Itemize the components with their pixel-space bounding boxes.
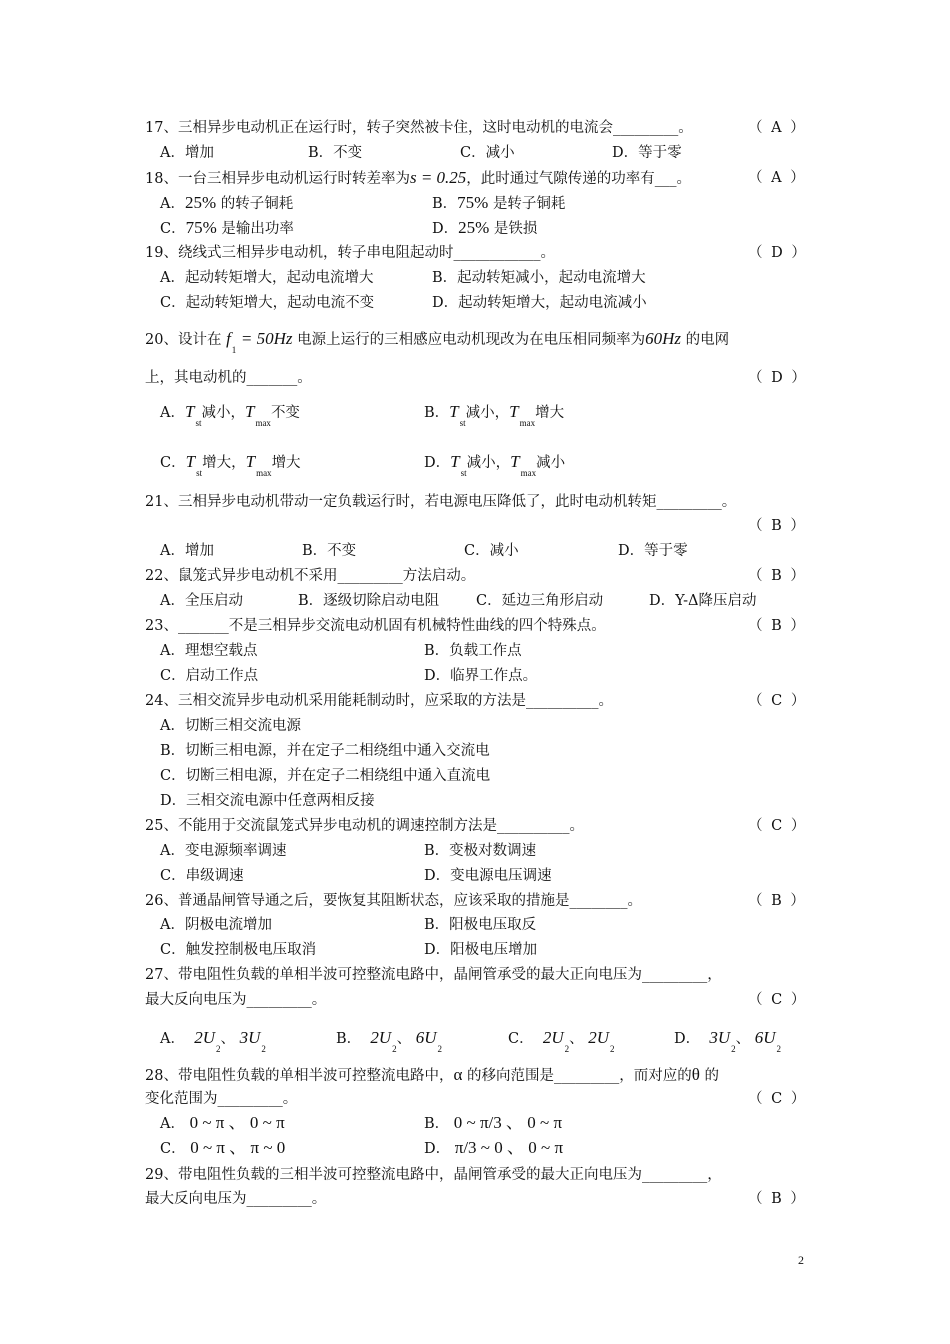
q19-option-b: B．起动转矩减小，起动电流增大	[432, 270, 646, 286]
option-letter: D．	[674, 1031, 701, 1047]
option-text: 是铁损	[493, 221, 538, 237]
option-var: T	[244, 402, 255, 421]
q28-option-d	[424, 1138, 563, 1159]
option-sub: max	[519, 418, 536, 428]
q20-option-a	[160, 402, 300, 428]
option-var: T	[185, 452, 196, 471]
option-text: 的转子铜耗	[220, 196, 294, 212]
q18-text-pre: 18、一台三相异步电动机运行时转差率为	[145, 171, 410, 187]
q24-option-b: B．切断三相电源，并在定子二相绕组中通入交流电	[160, 743, 490, 759]
option-sub: max	[520, 468, 537, 478]
q28-text-pre: 28、带电阻性负载的单相半波可控整流电路中，	[145, 1068, 454, 1084]
q28-alpha-symbol: α	[453, 1065, 463, 1084]
option-letter: D．	[424, 1141, 451, 1157]
option-sub: 2	[776, 1044, 782, 1054]
option-var: T	[184, 402, 195, 421]
option-math: 25%	[458, 218, 490, 237]
q17-option-a: A．增加	[160, 145, 214, 161]
q24-option-c: C．切断三相电源，并在定子二相绕组中通入直流电	[160, 768, 491, 784]
question-29-line2: 最大反向电压为_________。	[145, 1191, 327, 1207]
question-28-text	[145, 1065, 719, 1086]
option-math: π/3 ~ 0 、 0 ~ π	[454, 1138, 564, 1157]
question-29-answer: （ B ）	[748, 1191, 807, 1207]
q20-new-frequency: 60Hz	[645, 329, 682, 348]
q22-option-b: B．逐级切除启动电阻	[298, 593, 440, 609]
q19-option-c: C．起动转矩增大，起动电流不变	[160, 295, 375, 311]
question-27-text: 27、带电阻性负载的单相半波可控整流电路中，晶闸管承受的最大正向电压为_________，	[145, 967, 722, 983]
option-sub: 2	[261, 1044, 266, 1054]
question-20-answer: （ D ）	[748, 370, 808, 386]
q26-option-a: A．阴极电流增加	[160, 917, 272, 933]
q26-option-c: C．触发控制极电压取消	[160, 942, 317, 958]
option-text: 是转子铜耗	[492, 196, 566, 212]
q26-option-d: D．阳极电压增加	[424, 942, 538, 958]
q28-text-mid: 的移向范围是_________，而对应的	[466, 1068, 692, 1084]
option-text: 减小，	[465, 405, 510, 421]
question-29-text: 29、带电阻性负载的三相半波可控整流电路中，晶闸管承受的最大正向电压为_________，	[145, 1167, 722, 1183]
q21-option-a: A．增加	[160, 543, 214, 559]
q28-option-b	[424, 1113, 562, 1134]
q25-option-b: B．变极对数调速	[424, 843, 537, 859]
option-sub: st	[460, 468, 467, 478]
q20-option-b	[424, 402, 565, 428]
option-sub: 2	[215, 1044, 221, 1054]
option-sep: 、	[569, 1031, 584, 1047]
option-letter: A．	[160, 196, 185, 212]
option-sep: 、	[396, 1031, 412, 1047]
option-math: 75%	[185, 218, 217, 237]
option-sub: max	[256, 468, 272, 478]
question-25-answer: （ C ）	[748, 818, 808, 834]
question-22-answer: （ B ）	[748, 568, 807, 584]
question-28-line2: 变化范围为_________。	[145, 1091, 298, 1107]
option-sub: 2	[564, 1044, 570, 1054]
question-25-text: 25、不能用于交流鼠笼式异步电动机的调速控制方法是__________。	[145, 818, 584, 834]
q27-option-a	[160, 1028, 266, 1054]
q22-option-c: C．延边三角形启动	[476, 593, 604, 609]
option-sep: 、	[220, 1031, 235, 1047]
question-18-answer: （ A ）	[748, 170, 807, 186]
option-sub: max	[255, 418, 271, 428]
option-sep: 、	[735, 1031, 751, 1047]
option-math: 75%	[457, 193, 489, 212]
question-26-answer: （ B ）	[748, 893, 807, 909]
q21-option-b: B．不变	[302, 543, 357, 559]
option-letter: C．	[160, 455, 186, 471]
q23-option-b: B．负载工作点	[424, 643, 522, 659]
option-letter: C．	[508, 1031, 534, 1047]
q19-option-d: D．起动转矩增大，起动电流减小	[432, 295, 647, 311]
question-24-text: 24、三相交流异步电动机采用能耗制动时，应采取的方法是__________。	[145, 693, 613, 709]
option-sub: st	[196, 468, 203, 478]
q18-option-c	[160, 218, 294, 239]
q23-option-d: D．临界工作点。	[424, 668, 538, 684]
option-text: 减小，	[201, 405, 245, 421]
question-19-answer: （ D ）	[748, 245, 808, 261]
option-sub: 2	[610, 1044, 615, 1054]
option-math: 2U	[370, 1028, 392, 1047]
option-text: 是输出功率	[221, 221, 294, 237]
question-17-text: 17、三相异步电动机正在运行时，转子突然被卡住，这时电动机的电流会_________。	[145, 120, 693, 136]
q17-option-d: D．等于零	[612, 145, 682, 161]
q18-option-a	[160, 193, 293, 214]
q20-subscript: 1	[231, 345, 237, 355]
question-17-answer: （ A ）	[748, 120, 807, 136]
question-20-line2: 上，其电动机的_______。	[145, 370, 312, 386]
q20-option-c	[160, 452, 301, 478]
q26-option-b: B．阳极电压取反	[424, 917, 537, 933]
q28-text-post: 的	[704, 1068, 719, 1084]
option-text: 增大	[535, 405, 565, 421]
question-23-text: 23、_______不是三相异步交流电动机固有机械特性曲线的四个特殊点。	[145, 618, 606, 634]
question-27-answer: （ C ）	[748, 992, 808, 1008]
q27-option-c	[508, 1028, 615, 1054]
option-letter: C．	[160, 221, 186, 237]
question-18-text	[145, 168, 691, 189]
option-letter: A．	[160, 1031, 185, 1047]
option-sub: 2	[731, 1044, 736, 1054]
option-letter: A．	[160, 1116, 185, 1132]
option-letter: B．	[336, 1031, 362, 1047]
option-var: T	[245, 452, 256, 471]
option-sub: 2	[392, 1044, 397, 1054]
page-number: 2	[798, 1253, 804, 1267]
q27-option-d	[674, 1028, 782, 1054]
option-sub: st	[459, 418, 466, 428]
q18-text-post: ，此时通过气隙传递的功率有___。	[466, 171, 692, 187]
option-math: 0 ~ π 、 0 ~ π	[189, 1113, 285, 1132]
q25-option-a: A．变电源频率调速	[160, 843, 287, 859]
question-19-text: 19、绕线式三相异步电动机，转子串电阻起动时____________。	[145, 245, 555, 261]
q28-option-c	[160, 1138, 285, 1159]
q25-option-c: C．串级调速	[160, 868, 244, 884]
q20-text-mid: 电源上运行的三相感应电动机现改为在电压相同频率为	[297, 332, 646, 348]
option-math: 2U	[542, 1028, 564, 1047]
option-math: 0 ~ π 、 π ~ 0	[190, 1138, 286, 1157]
question-21-text: 21、三相异步电动机带动一定负载运行时，若电源电压降低了，此时电动机转矩_________。	[145, 494, 737, 510]
q23-option-c: C．启动工作点	[160, 668, 259, 684]
option-text: 减小	[536, 455, 566, 471]
q25-option-d: D．变电源电压调速	[424, 868, 552, 884]
option-text: 增大	[271, 455, 301, 471]
option-math: 6U	[415, 1028, 437, 1047]
option-var: T	[449, 402, 459, 421]
q28-theta-symbol: θ	[691, 1065, 700, 1084]
q21-option-c: C．减小	[464, 543, 519, 559]
option-sub: st	[195, 418, 202, 428]
q24-option-d: D．三相交流电源中任意两相反接	[160, 793, 375, 809]
q20-text-post: 的电网	[685, 332, 730, 348]
q17-option-b: B．不变	[308, 145, 363, 161]
q20-option-d	[424, 452, 566, 478]
option-var: T	[509, 402, 519, 421]
question-23-answer: （ B ）	[748, 618, 807, 634]
q23-option-a: A．理想空载点	[160, 643, 258, 659]
option-letter: A．	[160, 405, 185, 421]
q21-option-d: D．等于零	[618, 543, 688, 559]
q24-option-a: A．切断三相交流电源	[160, 718, 301, 734]
option-math: 6U	[754, 1028, 776, 1047]
option-math: 2U	[588, 1028, 609, 1047]
question-26-text: 26、普通晶闸管导通之后，要恢复其阻断状态，应该采取的措施是________。	[145, 893, 642, 909]
option-var: T	[510, 452, 520, 471]
q19-option-a: A．起动转矩增大，起动电流增大	[160, 270, 374, 286]
question-21-answer: （ B ）	[748, 518, 807, 534]
option-sub: 2	[437, 1044, 443, 1054]
q18-option-d	[432, 218, 537, 239]
q20-frequency-value: = 50Hz	[240, 329, 293, 348]
q22-option-d: D．Y-Δ降压启动	[649, 593, 757, 609]
option-math: 2U	[194, 1028, 215, 1047]
q18-slip-formula: s = 0.25	[409, 168, 467, 187]
option-letter: C．	[160, 1141, 186, 1157]
option-math: 0 ~ π/3 、 0 ~ π	[453, 1113, 563, 1132]
option-letter: D．	[432, 221, 459, 237]
q28-option-a	[160, 1113, 285, 1134]
option-letter: B．	[432, 196, 458, 212]
option-text: 不变	[270, 405, 300, 421]
question-20-text	[145, 329, 730, 355]
q20-frequency-symbol: f	[226, 329, 231, 348]
q20-text-pre: 20、设计在	[145, 332, 222, 348]
option-letter: B．	[424, 405, 450, 421]
option-text: 增大，	[202, 455, 246, 471]
question-22-text: 22、鼠笼式异步电动机不采用_________方法启动。	[145, 568, 476, 584]
option-letter: D．	[424, 455, 451, 471]
q18-option-b	[432, 193, 565, 214]
option-math: 3U	[709, 1028, 731, 1047]
q17-option-c: C．减小	[460, 145, 515, 161]
option-math: 3U	[239, 1028, 261, 1047]
question-28-answer: （ C ）	[748, 1091, 808, 1107]
option-letter: B．	[424, 1116, 450, 1132]
q22-option-a: A．全压启动	[160, 593, 243, 609]
question-27-line2: 最大反向电压为_________。	[145, 992, 327, 1008]
option-var: T	[450, 452, 460, 471]
option-math: 25%	[184, 193, 217, 212]
question-24-answer: （ C ）	[748, 693, 808, 709]
option-text: 减小，	[466, 455, 511, 471]
q27-option-b	[336, 1028, 443, 1054]
